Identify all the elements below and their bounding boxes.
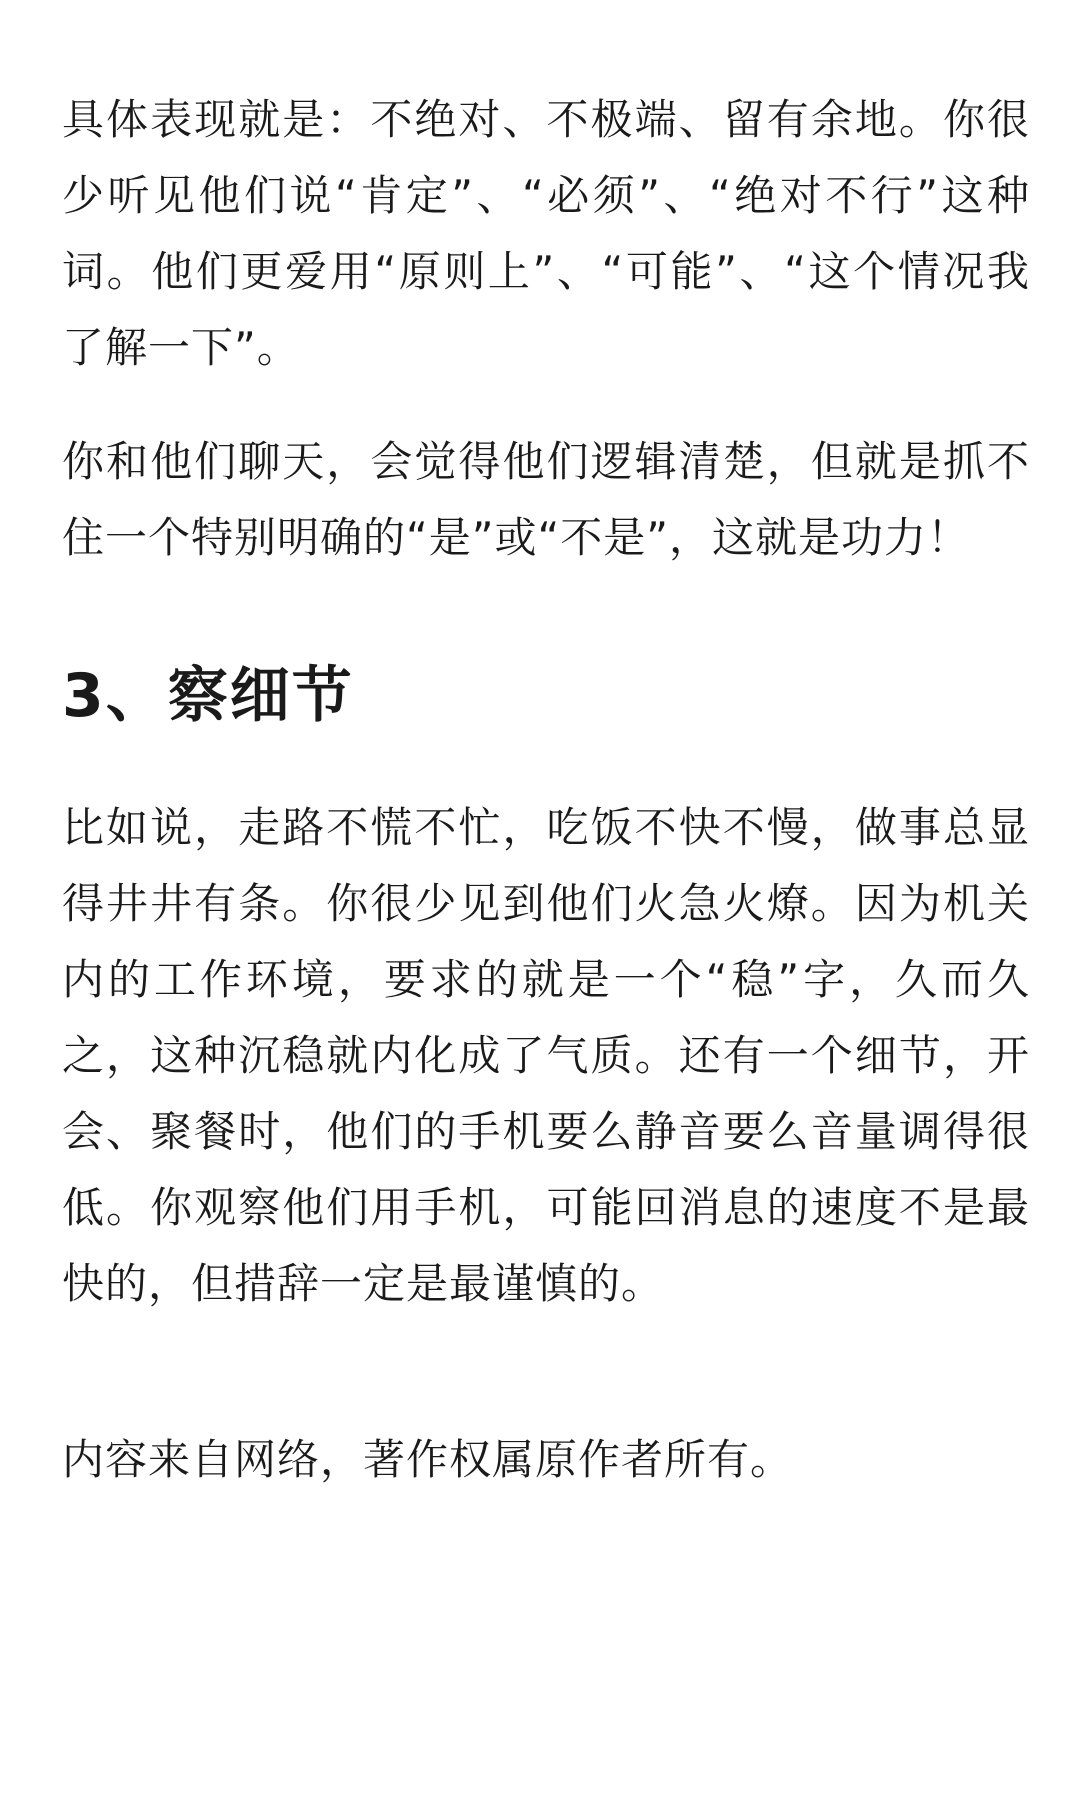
article-paragraph: 比如说，走路不慌不忙，吃饭不快不慢，做事总显得井井有条。你很少见到他们火急火燎。因为机关内的工作环境，要求的就是一个“稳”字，久而久之，这种沉稳就内化成了气质。还有一个细节，开会、聚餐时，他们的手机要么静音要么音量调得很低。你观察他们用手机，可能回消息的速度不是最快的，但措辞一定是最谨慎的。 [62,803,1030,1308]
article-paragraph: 你和他们聊天，会觉得他们逻辑清楚，但就是抓不住一个特别明确的“是”或“不是”，这就是功力！ [62,437,1030,562]
copyright-note: 内容来自网络，著作权属原作者所有。 [62,1435,794,1484]
article-paragraph: 具体表现就是：不绝对、不极端、留有余地。你很少听见他们说“肯定”、“必须”、“绝对不行”这种词。他们更爱用“原则上”、“可能”、“这个情况我了解一下”。 [62,95,1030,372]
article-body [62,82,1030,1498]
section-heading: 3、察细节 [62,661,354,731]
